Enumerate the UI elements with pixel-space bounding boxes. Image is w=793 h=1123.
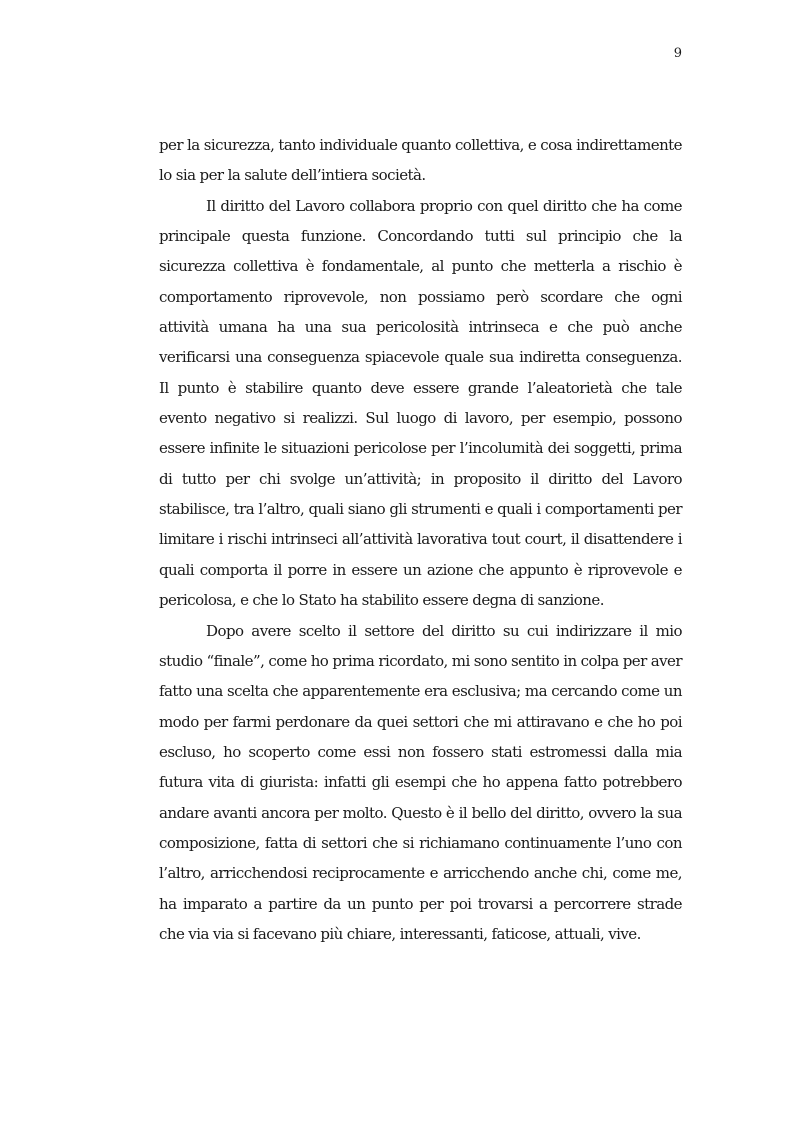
paragraph-scelta-settore: Dopo avere scelto il settore del diritto su cui indirizzare il mio studio “finale”, come ho prima ricordato, mi sono sentito in colpa per aver fatto una scelta che apparentemente era esclusiva; ma cercando come un modo per farmi perdonare da quei settori che mi attiravano e che ho poi escluso, ho scoperto come essi non fossero stati estromessi dalla mia futura vita di giurista: infatti gli esempi che ho appena fatto potrebbero andare avanti ancora per molto. Questo è il bello del diritto, ovvero la sua composizione, fatta di settori che si richiamano continuamente l’uno con l’altro, arricchendosi reciprocamente e arricchendo anche chi, come me, ha imparato a partire da un punto per poi trovarsi a percorrere strade che via via si facevano più chiare, interessanti, faticose, attuali, vive. [159, 621, 682, 943]
page-number: 9 [673, 46, 682, 61]
paragraph-diritto-lavoro: Il diritto del Lavoro collabora proprio con quel diritto che ha come principale questa funzione. Concordando tutti sul principio che la sicurezza collettiva è fondamentale, al punto che metterla a rischio è comportamento riprovevole, non possiamo però scordare che ogni attività umana ha una sua pericolosità intrinseca e che può anche verificarsi una conseguenza spiacevole quale sua indiretta conseguenza. Il punto è stabilire quanto deve essere grande l’aleatorietà che tale evento negativo si realizzi. Sul luogo di lavoro, per esempio, possono essere infinite le situazioni pericolose per l’incolumità dei soggetti, prima di tutto per chi svolge un’attività; in proposito il diritto del Lavoro stabilisce, tra l’altro, quali siano gli strumenti e quali i comportamenti per limitare i rischi intrinseci all’attività lavorativa tout court, il disattendere i quali comporta il porre in essere un azione che appunto è riprovevole e pericolosa, e che lo Stato ha stabilito essere degna di sanzione. [159, 196, 682, 610]
body-text [159, 130, 682, 949]
paragraph-continuation: per la sicurezza, tanto individuale quanto collettiva, e cosa indirettamente lo sia per la salute dell’intiera società. [159, 136, 682, 185]
